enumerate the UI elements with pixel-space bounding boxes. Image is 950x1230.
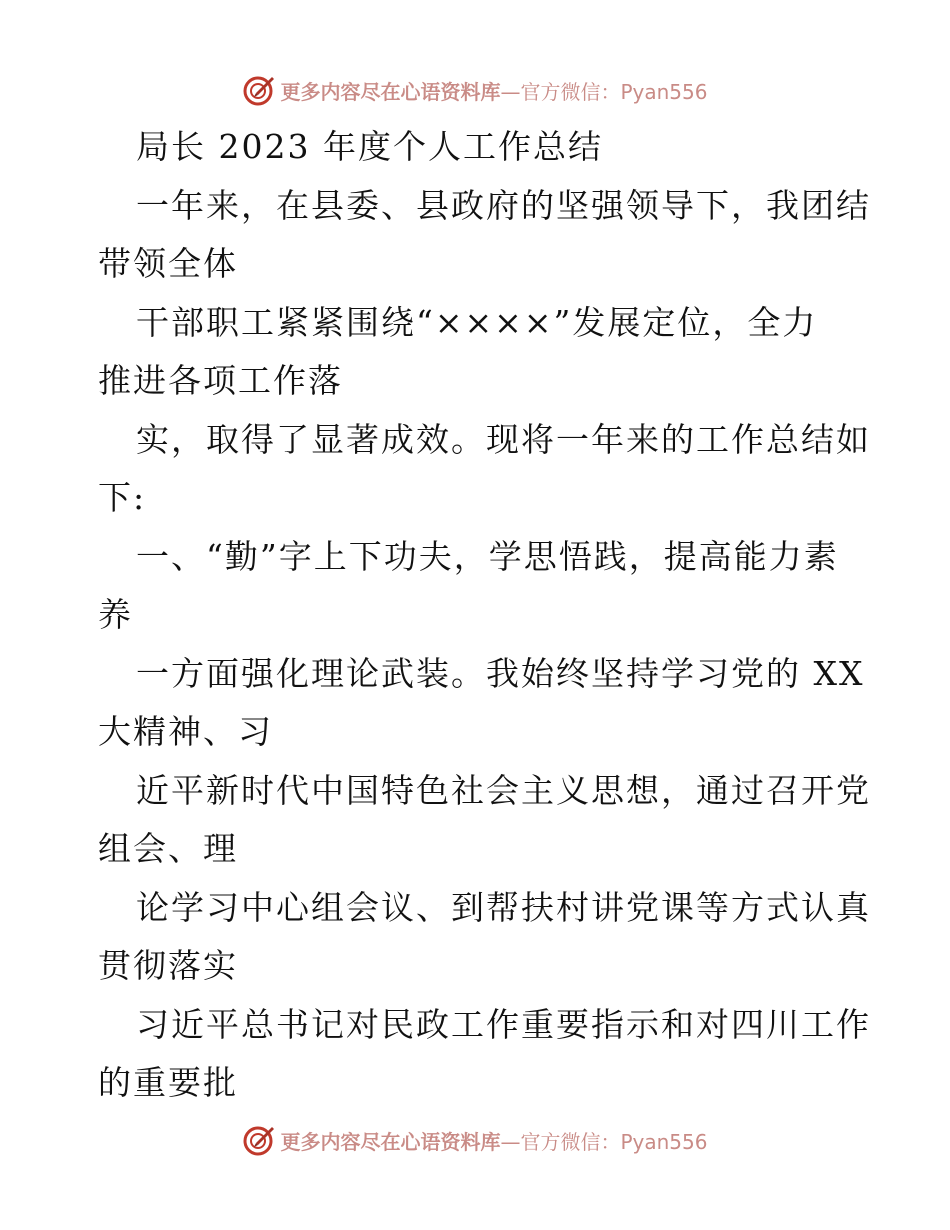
text-line: 的重要批 bbox=[98, 1063, 238, 1102]
document-body bbox=[98, 118, 871, 1113]
text-line: 大精神、习 bbox=[98, 712, 273, 751]
text-line: 贯彻落实 bbox=[98, 946, 238, 985]
text-line: 一方面强化理论武装。我始终坚持学习党的 XX bbox=[136, 653, 865, 693]
watermark-contact: —官方微信：Pyan556 bbox=[500, 79, 708, 104]
text-line: 带领全体 bbox=[98, 244, 238, 283]
text-line: 推进各项工作落 bbox=[98, 361, 343, 400]
section-heading: 一、“勤”字上下功夫，学思悟践，提高能力素 bbox=[136, 536, 839, 576]
header-watermark bbox=[0, 70, 950, 110]
section-heading-cont: 养 bbox=[98, 595, 133, 634]
text-line: 习近平总书记对民政工作重要指示和对四川工作 bbox=[136, 1004, 871, 1044]
pen-logo-icon bbox=[242, 73, 276, 107]
text-line: 干部职工紧紧围绕“××××”发展定位，全力 bbox=[136, 302, 818, 342]
text-line: 实，取得了显著成效。现将一年来的工作总结如 bbox=[136, 419, 871, 459]
watermark-contact: —官方微信：Pyan556 bbox=[500, 1129, 708, 1154]
footer-watermark bbox=[0, 1120, 950, 1160]
text-line: 近平新时代中国特色社会主义思想，通过召开党 bbox=[136, 770, 871, 810]
watermark-brand: 更多内容尽在心语资料库 bbox=[280, 1129, 501, 1154]
text-line: 一年来，在县委、县政府的坚强领导下，我团结 bbox=[136, 185, 871, 225]
text-line: 下: bbox=[98, 478, 147, 517]
text-line: 组会、理 bbox=[98, 829, 238, 868]
pen-logo-icon bbox=[242, 1123, 276, 1157]
watermark-brand: 更多内容尽在心语资料库 bbox=[280, 79, 501, 104]
text-line: 论学习中心组会议、到帮扶村讲党课等方式认真 bbox=[136, 887, 871, 927]
document-title: 局长 2023 年度个人工作总结 bbox=[136, 127, 603, 166]
